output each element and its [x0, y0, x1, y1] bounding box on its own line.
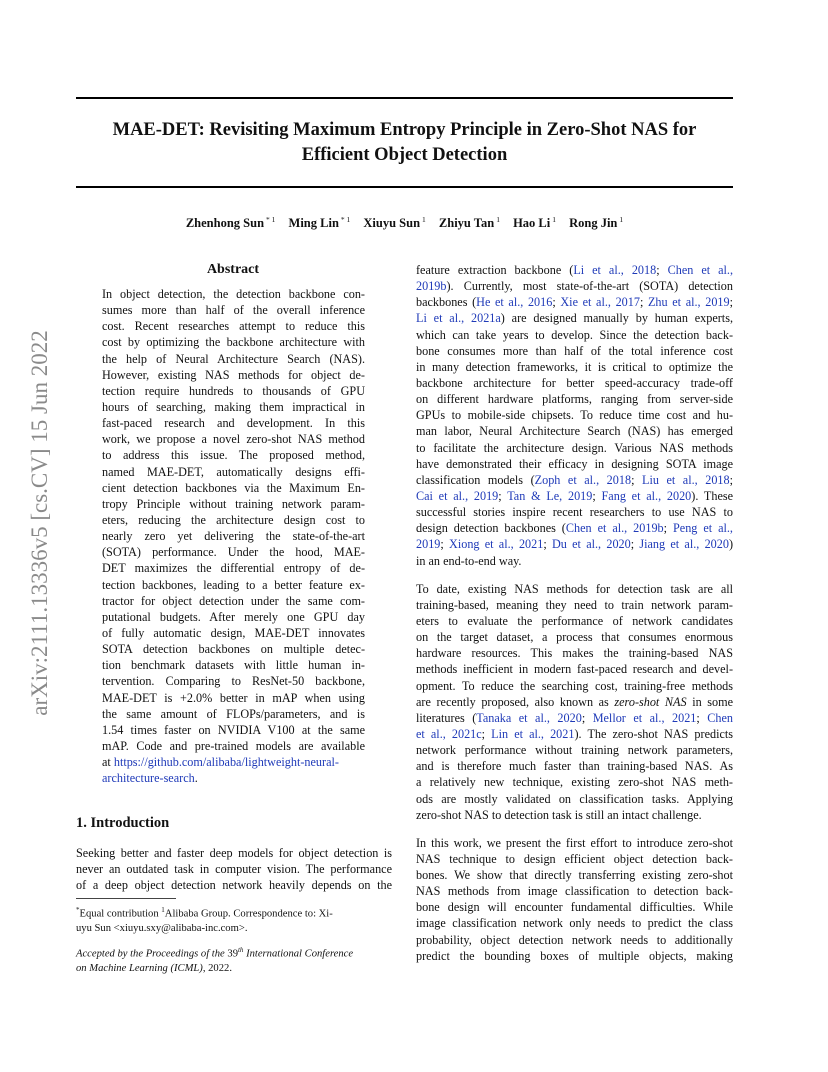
citation-link[interactable]: et al., 2021c — [416, 726, 482, 741]
body-line: training-based, meaning they need to train network param- — [416, 597, 733, 612]
citation-link[interactable]: Chen — [707, 710, 733, 725]
intro-line: of a deep object detection network heavily depends on the — [76, 878, 392, 893]
body-line: design detection backbones (Chen et al., 2019b; Peng et al., — [416, 521, 733, 536]
abstract-line: tervention. Comparing to ResNet-50 backbone, — [102, 674, 365, 689]
body-line: methods inefficient in modern fast-paced research and devel- — [416, 662, 733, 677]
code-link-continued[interactable]: architecture-search — [102, 771, 195, 786]
citation-link[interactable]: Tan & Le, 2019 — [507, 488, 593, 503]
body-line: et al., 2021c; Lin et al., 2021). The zero-shot NAS predicts — [416, 726, 734, 741]
citation-link[interactable]: Peng et al., — [673, 521, 733, 536]
abstract-line: nearly zero yet delivering the state-of-the-art — [102, 529, 365, 544]
abstract-line: tractor for object detection under the same com- — [102, 593, 365, 608]
body-line: backbones (He et al., 2016; Xie et al., 2017; Zhu et al., 2019; — [416, 295, 733, 310]
body-line: in many detection frameworks, it is critical to optimize the — [416, 359, 733, 374]
body-line: man labor, Neural Architecture Search (NAS) has emerged — [416, 424, 733, 439]
citation-link[interactable]: Lin et al., 2021 — [491, 726, 575, 741]
author: Rong Jin $^1$ — [569, 215, 624, 230]
body-line: ods are mostly validated on classification tasks. Applying — [416, 791, 733, 806]
footnote-line: uyu Sun <xiuyu.sxy@alibaba-inc.com>. — [76, 922, 248, 934]
body-line: GPUs to mobile-side chipsets. To reduce time cost and hu- — [416, 408, 733, 423]
body-line: NAS methods from image classification to detection back- — [416, 884, 733, 899]
body-line: 2019; Xiong et al., 2021; Du et al., 2020; Jiang et al., 2020) — [416, 537, 734, 552]
body-line: bone design will encounter fundamental difficulties. While — [416, 900, 733, 915]
body-line: which can take years to develop. Since the detection back- — [416, 327, 733, 342]
abstract-line: at https://github.com/alibaba/lightweight-neural- — [102, 755, 339, 770]
code-link[interactable]: https://github.com/alibaba/lightweight-neural- — [113, 755, 339, 770]
footnote-rule — [76, 898, 176, 899]
abstract-line: DET maximizes the differential entropy of de- — [102, 561, 365, 576]
acceptance-line: Accepted by the Proceedings of the 39th International Conference — [76, 946, 354, 960]
body-line: and is therefore much faster than training-based NAS. As — [416, 759, 733, 774]
author: Hao Li $^1$ — [513, 215, 556, 230]
citation-link[interactable]: Cai et al., 2019 — [416, 488, 499, 503]
title-line-2: Efficient Object Detection — [301, 145, 508, 165]
citation-link[interactable]: Mellor et al., 2021 — [592, 710, 697, 725]
acceptance-note — [76, 943, 392, 976]
body-line: hardware resources. This makes the training-based NAS — [416, 646, 733, 661]
body-line: In this work, we present the first effort to introduce zero-shot — [416, 835, 733, 850]
body-line: have demonstrated their efficacy in designing SOTA image — [416, 456, 733, 471]
abstract-line: cost. Recent researches attempt to reduce this — [102, 319, 365, 334]
citation-link[interactable]: Tanaka et al., 2020 — [476, 710, 582, 725]
body-line: are recently proposed, also known as zero-shot NAS in some — [416, 694, 733, 709]
citation-link[interactable]: Zoph et al., 2018 — [534, 472, 632, 487]
title-line-1: MAE-DET: Revisiting Maximum Entropy Principle in Zero-Shot NAS for — [112, 120, 697, 140]
body-line: Li et al., 2021a) are designed manually by human experts, — [416, 311, 733, 326]
citation-link[interactable]: 2019b — [416, 279, 447, 294]
abstract-line: cient detection backbones via the Maximum En- — [102, 480, 365, 495]
abstract-line: the same amount of FLOPs/parameters, and is — [102, 706, 365, 721]
abstract-line: (SOTA) performance. Under the hood, MAE- — [102, 545, 365, 560]
section-heading-introduction: 1. Introduction — [76, 815, 170, 831]
abstract-line: sumes more than half of the overall inference — [102, 303, 365, 318]
abstract-line: named MAE-DET, automatically designs effi- — [102, 464, 365, 479]
citation-link[interactable]: Li et al., 2021a — [416, 311, 501, 326]
body-line: literatures (Tanaka et al., 2020; Mellor et al., 2021; Chen — [416, 710, 733, 725]
paragraph-gap — [416, 823, 733, 835]
paragraph-gap — [416, 569, 733, 581]
body-line: successful stories inspire recent researchers to use NAS to — [416, 505, 733, 520]
body-line: To date, existing NAS methods for detection task are all — [416, 581, 733, 596]
citation-link[interactable]: Du et al., 2020 — [552, 537, 631, 552]
abstract-line: hours of searching, making them impractical in — [102, 399, 365, 414]
body-line: bones. We show that directly transferring existing zero-shot — [416, 868, 733, 883]
abstract-line: the help of Neural Architecture Search (NAS). — [102, 351, 365, 366]
paper-title — [76, 118, 733, 168]
acceptance-line: on Machine Learning (ICML), 2022. — [76, 962, 232, 974]
introduction-body — [76, 845, 392, 893]
abstract-line: fast-paced research and development. In this — [102, 416, 365, 431]
body-line: classification models (Zoph et al., 2018; Liu et al., 2018; — [416, 472, 733, 487]
body-line: a relatively new technique, existing zero-shot NAS meth- — [416, 775, 733, 790]
abstract-line: work, we propose a novel zero-shot NAS method — [102, 432, 365, 447]
body-line: network performance without training network parameters, — [416, 743, 733, 758]
citation-link[interactable]: Xiong et al., 2021 — [449, 537, 544, 552]
citation-link[interactable]: Fang et al., 2020 — [601, 488, 692, 503]
abstract-line: However, existing NAS methods for object de- — [102, 367, 365, 382]
footnote-line: *Equal contribution $^1$Alibaba Group. Correspondence to: Xi- — [76, 906, 333, 920]
citation-link[interactable]: He et al., 2016 — [476, 295, 553, 310]
citation-link[interactable]: Xie et al., 2017 — [560, 295, 640, 310]
body-line: in an end-to-end way. — [416, 553, 522, 568]
abstract-line: SOTA detection backbones on multiple detec- — [102, 642, 365, 657]
body-line: 2019b). Currently, most state-of-the-art (SOTA) detection — [416, 279, 733, 294]
citation-link[interactable]: 2019 — [416, 537, 441, 552]
abstract-line: of fully automatic design, MAE-DET innovates — [102, 625, 365, 640]
title-rule-top — [76, 97, 733, 99]
author: Zhenhong Sun $^{* 1}$ — [185, 215, 276, 230]
author: Xiuyu Sun $^1$ — [363, 215, 426, 230]
body-line: backbone architecture for better speed-accuracy trade-off — [416, 375, 733, 390]
abstract-line: In object detection, the detection backbone con- — [102, 287, 365, 301]
author: Zhiyu Tan $^1$ — [438, 215, 500, 230]
abstract-heading: Abstract — [206, 262, 260, 277]
arxiv-stamp: arXiv:2111.13336v5 [cs.CV] 15 Jun 2022 — [27, 330, 52, 716]
body-line: opment. To reduce the searching cost, training-free methods — [416, 678, 733, 693]
body-line: bone consumes more than half of the total inference cost — [416, 343, 733, 358]
intro-line: never an outdated task in computer vision. The performance — [76, 862, 392, 877]
abstract-line: MAE-DET is +2.0% better in mAP when using — [102, 690, 365, 705]
intro-line: Seeking better and faster deep models for object detection is — [76, 846, 392, 860]
body-line: probability, object detection network needs to additionally — [416, 932, 733, 947]
abstract-line: eters, reducing the architecture design cost to — [102, 512, 365, 527]
abstract-line: architecture-search. — [102, 771, 198, 786]
citation-link[interactable]: Liu et al., 2018 — [642, 472, 730, 487]
abstract-line: putational budgets. After merely one GPU day — [102, 609, 365, 624]
body-line: image classification network only needs to predict the class — [416, 916, 733, 931]
title-rule-bottom — [76, 186, 733, 188]
footnote — [76, 903, 392, 936]
abstract-line: tection require hundreds to thousands of GPU — [102, 383, 365, 398]
citation-link[interactable]: Chen et al., — [667, 263, 734, 277]
body-line: Cai et al., 2019; Tan & Le, 2019; Fang et al., 2020). These — [416, 488, 734, 503]
right-column — [416, 262, 733, 964]
body-line: NAS technique to design efficient object detection back- — [416, 851, 733, 866]
body-line: on the target dataset, a process that consumes enormous — [416, 630, 733, 645]
citation-link[interactable]: Li et al., 2018 — [573, 263, 657, 277]
abstract-line: tion benchmark datasets with little human in- — [102, 658, 365, 673]
abstract-line: tropy Principle without training network param- — [102, 496, 365, 511]
author-list — [76, 215, 733, 231]
citation-link[interactable]: Zhu et al., 2019 — [647, 295, 730, 310]
abstract-line: tection backbones, leading to a better feature ex- — [102, 577, 365, 592]
citation-link[interactable]: Jiang et al., 2020 — [639, 537, 729, 552]
abstract-line: 1.54 times faster on NVIDIA V100 at the same — [102, 722, 365, 737]
citation-link[interactable]: Chen et al., 2019b — [565, 521, 664, 536]
body-line: zero-shot NAS to detection task is still an intact challenge. — [416, 807, 702, 822]
abstract-body — [102, 286, 365, 786]
body-line: to facilitate the architecture design. Various NAS methods — [416, 440, 733, 455]
body-line: feature extraction backbone (Li et al., 2018; Chen et al., — [416, 263, 734, 277]
abstract-line: mAP. Code and pre-trained models are available — [102, 738, 365, 753]
body-line: eters to evaluate the performance of network candidates — [416, 613, 733, 628]
body-line: on different hardware platforms, ranging from server-side — [416, 392, 733, 407]
abstract-line: to address this issue. The proposed method, — [102, 448, 365, 463]
author: Ming Lin $^{* 1}$ — [288, 215, 351, 230]
body-line: predict the bounding boxes of multiple objects, making — [416, 948, 733, 963]
abstract-line: cost by optimizing the backbone architecture with — [102, 335, 365, 350]
